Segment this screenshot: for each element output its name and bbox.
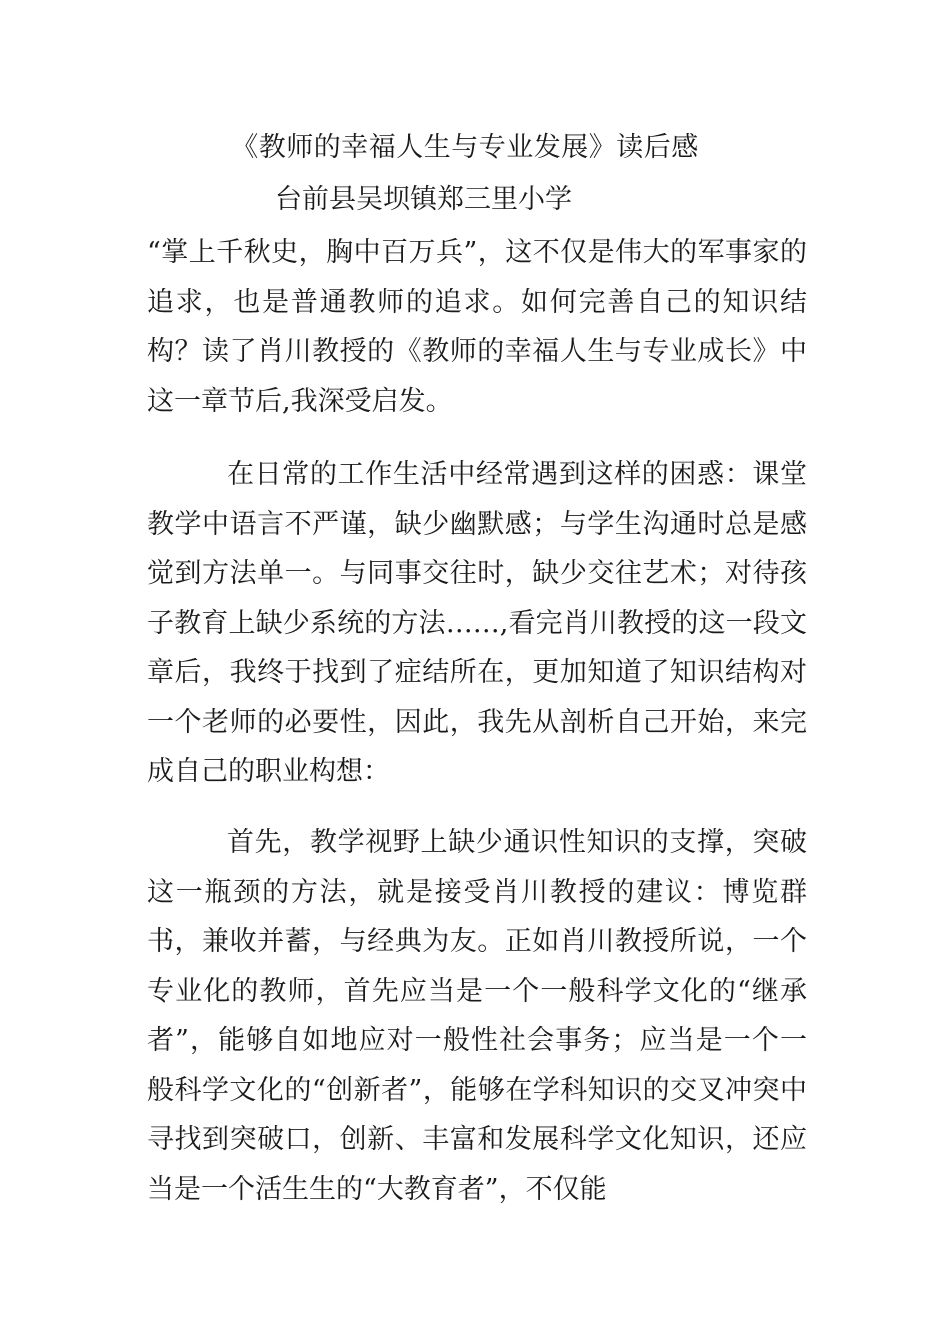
paragraph-3: 首先，教学视野上缺少通识性知识的支撑，突破这一瓶颈的方法，就是接受肖川教授的建议：博览群书，兼收并蓄，与经典为友。正如肖川教授所说，一个专业化的教师，首先应当是一个一般科学文化的“继承者”，能够自如地应对一般性社会事务；应当是一个一般科学文化的“创新者”，能够在学科知识的交叉冲突中寻找到突破口，创新、丰富和发展科学文化知识，还应当是一个活生生的“大教育者”，不仅能	[147, 827, 807, 1205]
paragraph-1: “掌上千秋史，胸中百万兵”，这不仅是伟大的军事家的追求，也是普通教师的追求。如何完善自己的知识结构？读了肖川教授的《教师的幸福人生与专业成长》中这一章节后,我深受启发。	[147, 237, 807, 417]
paragraph-2: 在日常的工作生活中经常遇到这样的困惑：课堂教学中语言不严谨，缺少幽默感；与学生沟通时总是感觉到方法单一。与同事交往时，缺少交往艺术；对待孩子教育上缺少系统的方法……,看完肖川教授的这一段文章后，我终于找到了症结所在，更加知道了知识结构对一个老师的必要性，因此，我先从剖析自己开始，来完成自己的职业构想：	[147, 459, 807, 787]
document-author: 台前县吴坝镇郑三里小学	[275, 184, 572, 215]
document-title: 《教师的幸福人生与专业发展》读后感	[231, 132, 699, 163]
